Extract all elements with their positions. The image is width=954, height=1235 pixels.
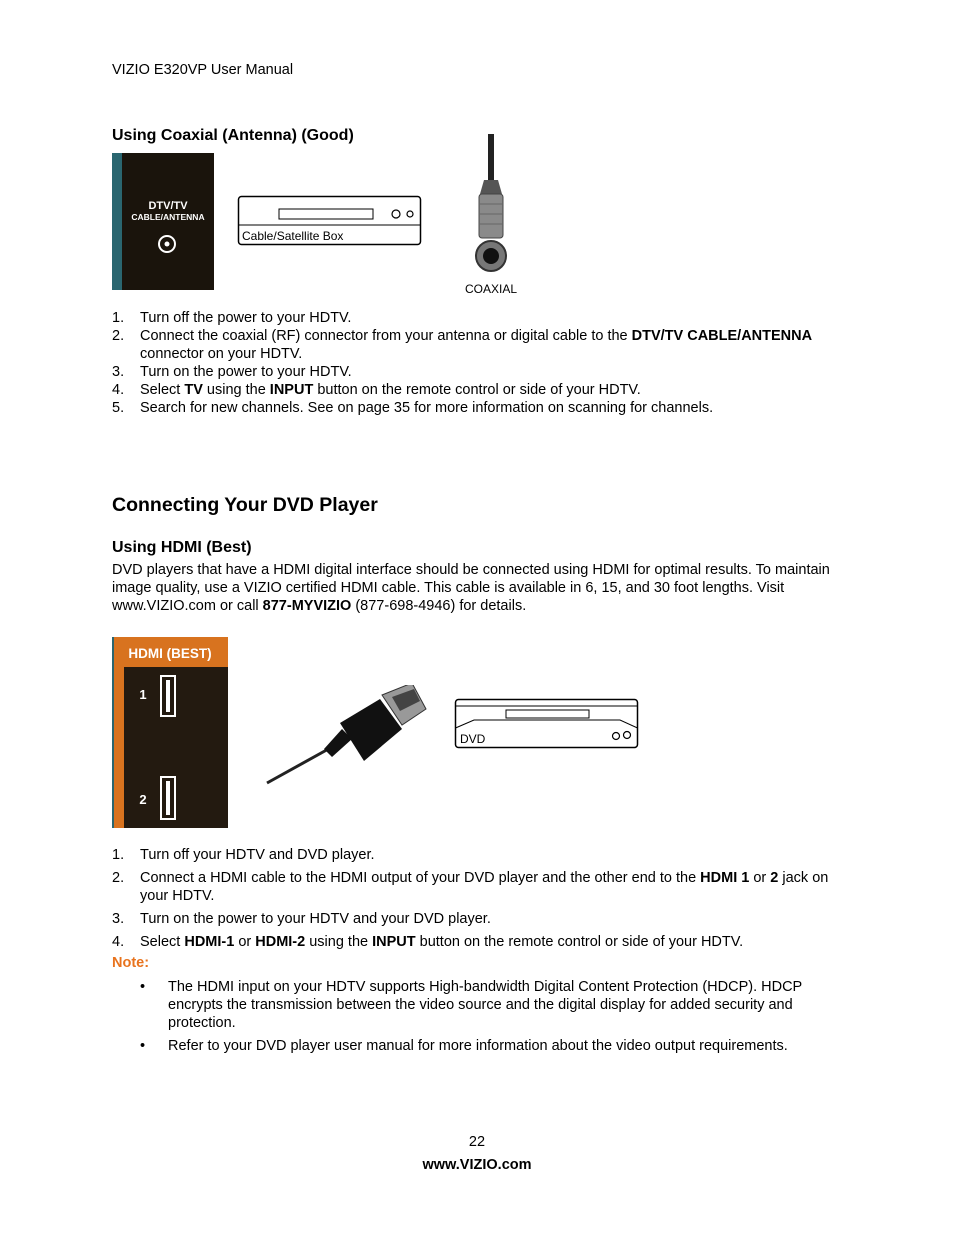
step-number: 2. (112, 870, 125, 886)
bold-term: 877-MYVIZIO (262, 598, 352, 614)
bullet-icon: • (140, 1038, 146, 1054)
bold-term: INPUT (269, 382, 314, 398)
text-run: Select (140, 934, 185, 950)
bold-term: INPUT (372, 934, 416, 950)
panel-label-dtv: DTV/TV (148, 200, 188, 212)
step-item (112, 846, 842, 864)
text-run: button on the remote control or side of your HDTV. (313, 382, 641, 398)
text-run: connector on your HDTV. (140, 346, 303, 362)
text-run: (877-698-4946) for details. (351, 598, 527, 614)
step-number: 4. (112, 934, 125, 950)
text-run: Turn on the power to your HDTV. (140, 364, 352, 380)
text-run: Turn off the power to your HDTV. (140, 310, 352, 326)
notes-list (112, 978, 852, 1060)
bold-term: HDMI-1 (184, 934, 235, 950)
running-header: VIZIO E320VP User Manual (112, 62, 294, 78)
hdmi-cable-image (262, 685, 428, 787)
text-run: using the (202, 382, 270, 398)
cable-satellite-box-image (237, 195, 423, 247)
dvd-player-image (454, 698, 640, 750)
hdmi-panel-image (112, 637, 228, 828)
coax-steps-list (112, 309, 842, 417)
coaxial-connector-image (458, 132, 538, 302)
note-item (112, 978, 852, 1032)
text-run: DVD players that have a HDMI digital interface should be connected using HDMI for optimal results. To maintain image quality, use a VIZIO certified HDMI cable. This cable is available in 6, 15, and 30 foot lengths. Visit www.VIZIO.com or call (112, 562, 830, 614)
bold-term: HDMI 1 (700, 870, 750, 886)
dvd-label: DVD (460, 732, 486, 746)
text-run: using the (305, 934, 373, 950)
bold-term: DTV/TV CABLE/ANTENNA (631, 328, 813, 344)
text-run: button on the remote control or side of your HDTV. (415, 934, 744, 950)
tv-antenna-panel-image (112, 153, 214, 290)
dvd-section-heading: Connecting Your DVD Player (112, 494, 378, 516)
footer-website: www.VIZIO.com (422, 1157, 532, 1173)
text-run: Turn on the power to your HDTV and your DVD player. (140, 911, 491, 927)
text-run: Search for new channels. See on page 35 for more information on scanning for channels. (140, 400, 714, 416)
bold-term: TV (184, 382, 203, 398)
step-item (112, 327, 842, 363)
text-run: jack on your HDTV. (140, 870, 829, 904)
step-number: 3. (112, 364, 125, 380)
step-item (112, 309, 842, 327)
bullet-icon: • (140, 979, 146, 995)
text-run: Turn off your HDTV and DVD player. (140, 847, 375, 863)
step-item (112, 399, 842, 417)
step-number: 1. (112, 310, 125, 326)
note-text: Refer to your DVD player user manual for more information about the video output requirements. (168, 1038, 788, 1054)
page-number: 22 (468, 1134, 486, 1150)
hdmi-port-1-label: 1 (139, 687, 147, 702)
box-label: Cable/Satellite Box (242, 229, 344, 243)
step-item (112, 910, 842, 928)
step-number: 2. (112, 328, 125, 344)
step-item (112, 869, 842, 905)
note-text: The HDMI input on your HDTV supports High-bandwidth Digital Content Protection (HDCP). HDCP encrypts the transmission between the video source and the digital display for added security and protection. (168, 979, 802, 1031)
step-number: 3. (112, 911, 125, 927)
text-run: Connect the coaxial (RF) connector from your antenna or digital cable to the (140, 328, 632, 344)
coax-heading: Using Coaxial (Antenna) (Good) (112, 127, 354, 144)
text-run: or (234, 934, 256, 950)
step-number: 1. (112, 847, 125, 863)
note-label: Note: (112, 955, 150, 971)
bold-term: 2 (770, 870, 779, 886)
bold-term: HDMI-2 (255, 934, 306, 950)
text-run: or (749, 870, 771, 886)
step-number: 4. (112, 382, 125, 398)
hdmi-intro-paragraph (112, 561, 842, 615)
coaxial-label: COAXIAL (464, 282, 518, 296)
step-number: 5. (112, 400, 125, 416)
hdmi-panel-title: HDMI (BEST) (128, 646, 212, 661)
text-run: Select (140, 382, 185, 398)
step-item (112, 381, 842, 399)
step-item (112, 933, 842, 951)
step-item (112, 363, 842, 381)
dvd-steps-list (112, 846, 842, 956)
hdmi-port-2-label: 2 (139, 792, 147, 807)
hdmi-subheading: Using HDMI (Best) (112, 539, 252, 556)
note-item (112, 1037, 852, 1055)
text-run: Connect a HDMI cable to the HDMI output of your DVD player and the other end to the (140, 870, 701, 886)
panel-label-cable-antenna: CABLE/ANTENNA (131, 212, 205, 222)
